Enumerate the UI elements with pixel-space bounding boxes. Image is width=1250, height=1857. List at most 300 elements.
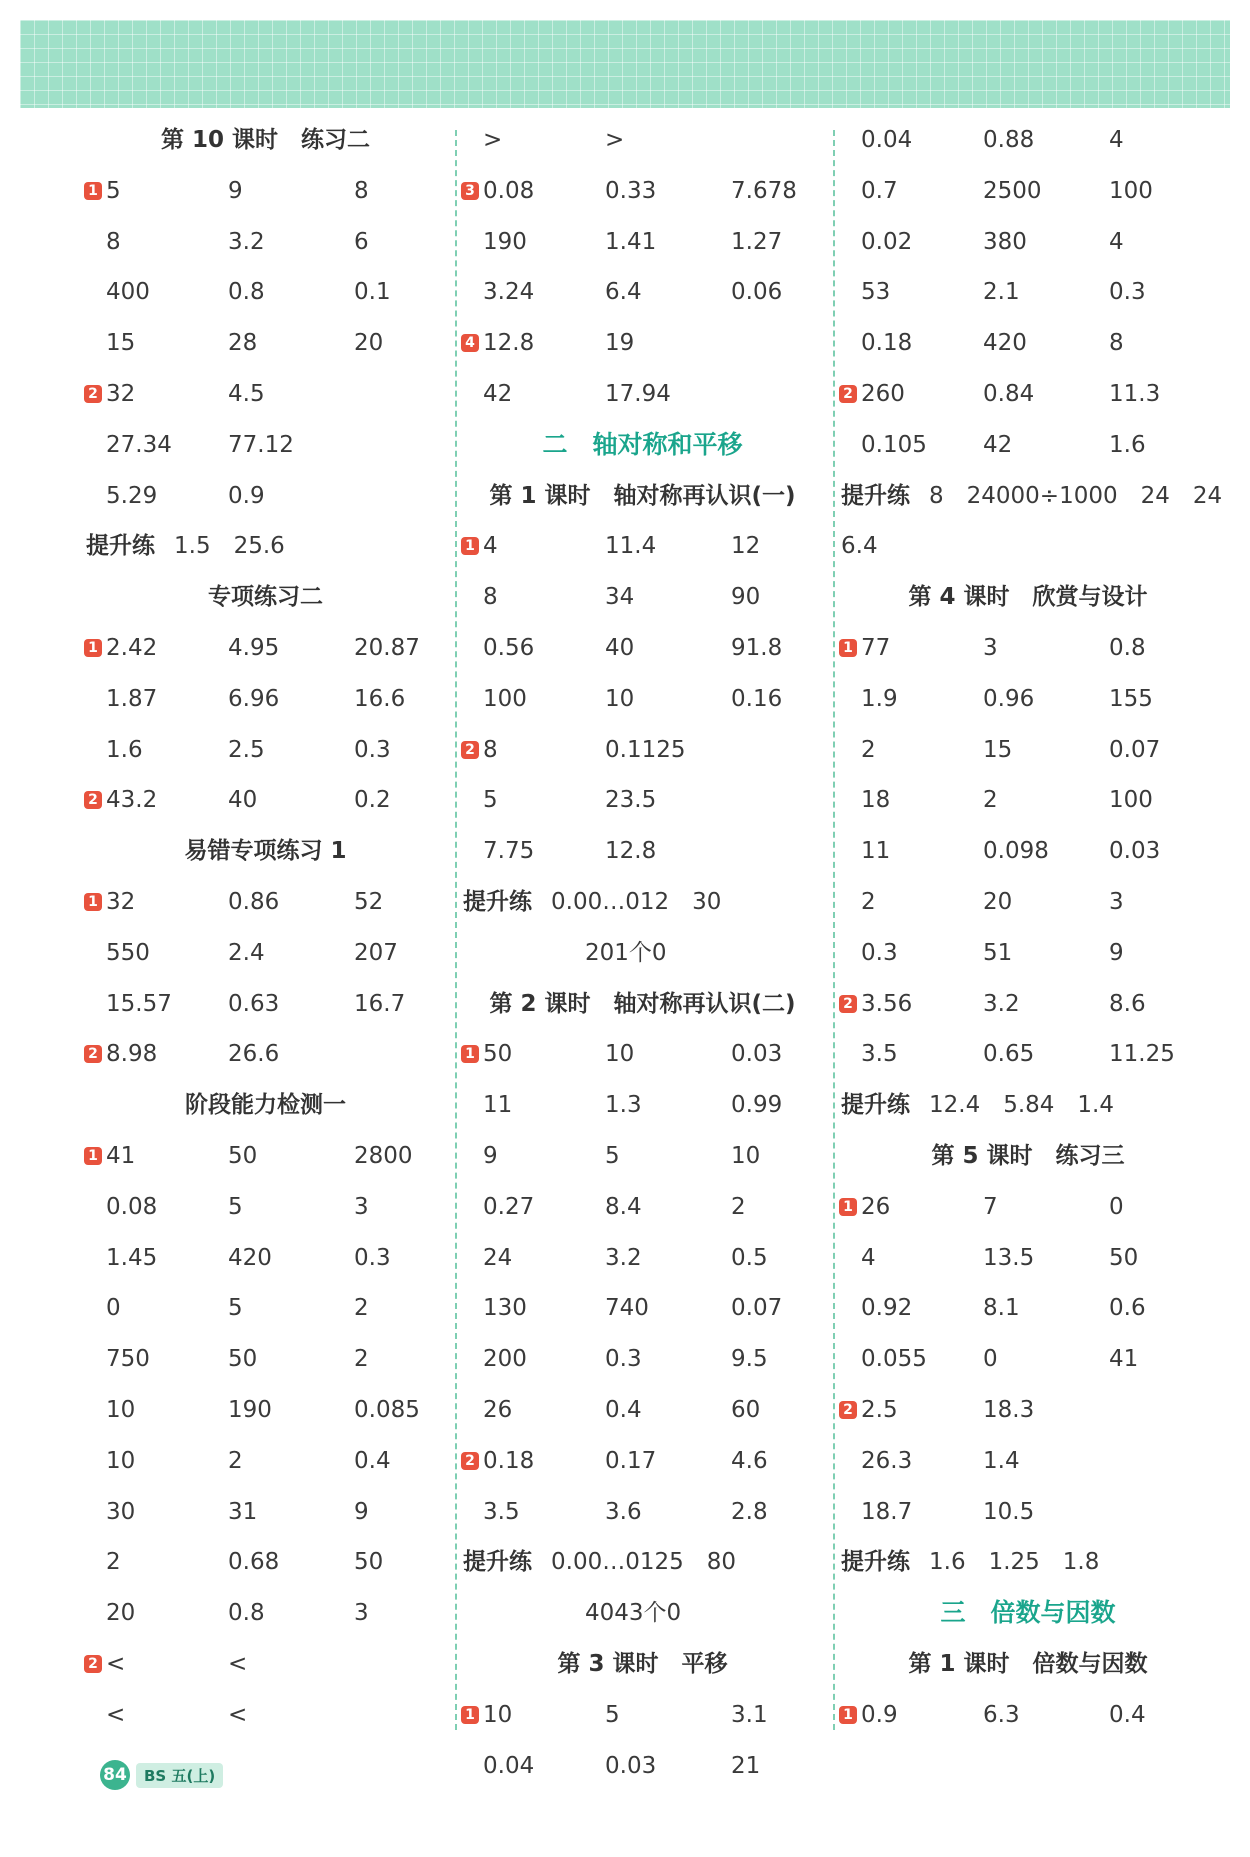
answer-value: 11.3 (1109, 380, 1161, 407)
answer-value: 1.87 (106, 685, 158, 712)
question-number-badge: 2 (84, 385, 102, 403)
question-number-badge: 2 (839, 385, 857, 403)
answer-column-2 (465, 115, 820, 1791)
answer-value: 23.5 (605, 787, 657, 814)
answer-value: 7 (983, 1193, 998, 1220)
answer-row (843, 420, 1213, 471)
question-number-badge: 1 (84, 1147, 102, 1165)
answer-value: 30 (106, 1498, 136, 1525)
lesson-title: 阶段能力检测一 (185, 1092, 346, 1119)
answer-value: 3.1 (731, 1701, 768, 1728)
answer-value: 2.5 (228, 736, 265, 763)
answer-value: 5 (228, 1295, 243, 1322)
answer-value: 100 (1109, 787, 1153, 814)
answer-value: 0.8 (228, 1600, 265, 1627)
answer-value: < (106, 1701, 126, 1728)
answer-row (88, 1588, 443, 1639)
answer-value: 8.6 (1109, 990, 1146, 1017)
answer-value: 40 (228, 787, 258, 814)
answer-value: 3.2 (228, 228, 265, 255)
answer-value: 10 (106, 1447, 136, 1474)
answer-row (88, 1283, 443, 1334)
answer-row (465, 1690, 820, 1741)
answer-value: 41 (106, 1142, 136, 1169)
answer-row (843, 217, 1213, 268)
question-number-badge: 2 (461, 741, 479, 759)
answer-row (843, 928, 1213, 979)
column-divider-1 (455, 130, 457, 1730)
answer-value: 3.5 (483, 1498, 520, 1525)
answer-value: 27.34 (106, 431, 172, 458)
answer-value: 3 (983, 634, 998, 661)
answer-row (843, 1334, 1213, 1385)
answer-value: 10 (106, 1396, 136, 1423)
lesson-title: 第 5 课时 练习三 (931, 1142, 1125, 1169)
tisheng-label: 提升练 (463, 888, 532, 915)
answer-row (88, 928, 443, 979)
answer-value: 2.5 (861, 1396, 898, 1423)
answer-row (465, 369, 820, 420)
continuation-row (843, 521, 1213, 572)
answer-value: 1.9 (861, 685, 898, 712)
answer-row (465, 267, 820, 318)
answer-value: 1.27 (731, 228, 783, 255)
lesson-title: 第 4 课时 欣赏与设计 (908, 584, 1148, 611)
answer-column-3 (841, 115, 1223, 1741)
tisheng-value: 1.5 25.6 (174, 533, 285, 560)
answer-value: 740 (605, 1295, 649, 1322)
answer-value: 2.42 (106, 634, 158, 661)
question-number-badge: 1 (84, 182, 102, 200)
answer-row (88, 725, 443, 776)
tisheng-label: 提升练 (463, 1549, 532, 1576)
question-number-badge: 2 (84, 791, 102, 809)
answer-value: 12.8 (605, 838, 657, 865)
answer-row (88, 1029, 443, 1080)
answer-row (88, 1487, 443, 1538)
tisheng-value: 1.6 1.25 1.8 (929, 1549, 1100, 1576)
answer-value: 0.9 (861, 1701, 898, 1728)
answer-value: 26.6 (228, 1041, 280, 1068)
question-number-badge: 1 (84, 893, 102, 911)
answer-value: 8 (1109, 330, 1124, 357)
answer-value: 2 (354, 1295, 369, 1322)
question-number-badge: 2 (839, 1401, 857, 1419)
answer-column-1 (88, 115, 443, 1741)
answer-value: 2 (354, 1346, 369, 1373)
answer-row (465, 1029, 820, 1080)
answer-value: 60 (731, 1396, 761, 1423)
section-title: 三 倍数与因数 (940, 1598, 1116, 1628)
answer-value: 400 (106, 279, 150, 306)
answer-value: 6.96 (228, 685, 280, 712)
answer-value: 5.29 (106, 482, 158, 509)
answer-value: 18 (861, 787, 891, 814)
answer-row (843, 674, 1213, 725)
answer-value: 4.95 (228, 634, 280, 661)
answer-value: 2500 (983, 177, 1042, 204)
answer-row (843, 775, 1213, 826)
answer-value: 0.085 (354, 1396, 420, 1423)
answer-value: 0.02 (861, 228, 913, 255)
answer-row (88, 775, 443, 826)
answer-row (88, 1182, 443, 1233)
answer-value: 7.75 (483, 838, 535, 865)
annotation-text: 201个0 (585, 939, 667, 966)
answer-value: 190 (228, 1396, 272, 1423)
answer-value: 0.56 (483, 634, 535, 661)
answer-value: 4 (1109, 228, 1124, 255)
answer-row (465, 1741, 820, 1792)
answer-value: 43.2 (106, 787, 158, 814)
answer-value: 41 (1109, 1346, 1139, 1373)
answer-value: 40 (605, 634, 635, 661)
answer-value: 32 (106, 888, 136, 915)
answer-row (465, 725, 820, 776)
question-number-badge: 2 (839, 995, 857, 1013)
answer-value: 0.6 (1109, 1295, 1146, 1322)
answer-value: 100 (483, 685, 527, 712)
answer-value: 0.07 (731, 1295, 783, 1322)
tisheng-label: 提升练 (841, 482, 910, 509)
answer-value: 2.1 (983, 279, 1020, 306)
answer-row (88, 1436, 443, 1487)
answer-value: 10.5 (983, 1498, 1035, 1525)
column-divider-2 (833, 130, 835, 1730)
answer-value: > (483, 127, 503, 153)
answer-value: 380 (983, 228, 1027, 255)
answer-value: 0 (1109, 1193, 1124, 1220)
answer-row (843, 1436, 1213, 1487)
answer-value: 3 (354, 1193, 369, 1220)
answer-value: 3.2 (605, 1244, 642, 1271)
answer-value: 1.3 (605, 1092, 642, 1119)
answer-value: 0.84 (983, 380, 1035, 407)
answer-value: 1.4 (983, 1447, 1020, 1474)
answer-value: 0.098 (983, 838, 1049, 865)
answer-row (465, 1436, 820, 1487)
answer-value: 11 (861, 838, 891, 865)
answer-value: 2 (983, 787, 998, 814)
answer-value: 0.105 (861, 431, 927, 458)
answer-row (88, 1334, 443, 1385)
tisheng-label: 提升练 (841, 1549, 910, 1576)
answer-value: 550 (106, 939, 150, 966)
answer-row (843, 979, 1213, 1030)
answer-value: 190 (483, 228, 527, 255)
answer-value: 420 (228, 1244, 272, 1271)
answer-value: 0.03 (605, 1752, 657, 1779)
answer-value: 50 (228, 1346, 258, 1373)
answer-value: 1.45 (106, 1244, 158, 1271)
answer-row (465, 1283, 820, 1334)
answer-value: 18.7 (861, 1498, 913, 1525)
answer-row (88, 318, 443, 369)
answer-row (465, 775, 820, 826)
question-number-badge: 3 (461, 182, 479, 200)
answer-value: 6.3 (983, 1701, 1020, 1728)
answer-row (465, 1131, 820, 1182)
answer-value: 5 (605, 1142, 620, 1169)
question-number-badge: 4 (461, 334, 479, 352)
answer-value: 12 (731, 533, 761, 560)
book-tag: BS 五(上) (136, 1763, 223, 1788)
answer-value: 8 (106, 228, 121, 255)
answer-row (843, 1283, 1213, 1334)
answer-value: 2 (731, 1193, 746, 1220)
answer-value: 20 (983, 888, 1013, 915)
answer-value: 18.3 (983, 1396, 1035, 1423)
tisheng-label: 提升练 (841, 1092, 910, 1119)
question-number-badge: 1 (84, 639, 102, 657)
answer-value: 7.678 (731, 177, 797, 204)
question-number-badge: 2 (84, 1655, 102, 1673)
question-number-badge: 2 (461, 1452, 479, 1470)
answer-value: 5 (228, 1193, 243, 1220)
answer-row (88, 877, 443, 928)
answer-value: 0.3 (861, 939, 898, 966)
answer-row (465, 521, 820, 572)
page-number: 84 (100, 1760, 130, 1790)
answer-value: 0.1125 (605, 736, 686, 763)
answer-row (843, 318, 1213, 369)
question-number-badge: 1 (461, 1706, 479, 1724)
answer-value: 4.5 (228, 380, 265, 407)
answer-row (843, 1487, 1213, 1538)
answer-row (843, 115, 1213, 166)
answer-value: 0.8 (1109, 634, 1146, 661)
answer-value: 5 (605, 1701, 620, 1728)
answer-row (88, 1537, 443, 1588)
answer-value: 0.96 (983, 685, 1035, 712)
header-grid-band (20, 20, 1230, 108)
answer-value: 91.8 (731, 634, 783, 661)
answer-value: 0.33 (605, 177, 657, 204)
answer-row (465, 572, 820, 623)
answer-value: 4 (1109, 127, 1124, 153)
answer-row (465, 115, 820, 166)
answer-row (843, 1690, 1213, 1741)
answer-row (88, 166, 443, 217)
answer-value: 9 (354, 1498, 369, 1525)
answer-value: 15.57 (106, 990, 172, 1017)
question-number-badge: 2 (84, 1045, 102, 1063)
answer-row (465, 318, 820, 369)
answer-value: 8.1 (983, 1295, 1020, 1322)
answer-row (88, 369, 443, 420)
answer-value: 200 (483, 1346, 527, 1373)
lesson-title: 第 1 课时 倍数与因数 (908, 1650, 1148, 1677)
answer-value: 0.07 (1109, 736, 1161, 763)
answer-row (465, 1233, 820, 1284)
lesson-title: 第 2 课时 轴对称再认识(二) (489, 990, 796, 1017)
annotation-row (465, 928, 820, 979)
tisheng-value: 0.00…012 30 (551, 888, 722, 915)
answer-value: 0.99 (731, 1092, 783, 1119)
answer-value: 0.88 (983, 127, 1035, 153)
answer-row (88, 623, 443, 674)
question-number-badge: 1 (839, 639, 857, 657)
answer-value: 0.17 (605, 1447, 657, 1474)
answer-value: 0.04 (483, 1752, 535, 1779)
lesson-title: 第 1 课时 轴对称再认识(一) (489, 482, 796, 509)
answer-value: 0.16 (731, 685, 783, 712)
answer-row (88, 674, 443, 725)
tisheng-value: 0.00…0125 80 (551, 1549, 737, 1576)
answer-row (465, 1080, 820, 1131)
answer-value: 0.9 (228, 482, 265, 509)
answer-value: 2 (228, 1447, 243, 1474)
question-number-badge: 1 (839, 1706, 857, 1724)
answer-value: 28 (228, 330, 258, 357)
answer-row (465, 1385, 820, 1436)
answer-value: 8.98 (106, 1041, 158, 1068)
answer-row (88, 420, 443, 471)
answer-row (843, 877, 1213, 928)
answer-value: 5 (106, 177, 121, 204)
lesson-title: 专项练习二 (208, 584, 323, 611)
answer-row (465, 166, 820, 217)
answer-value: 8 (354, 177, 369, 204)
answer-value: 0.08 (483, 177, 535, 204)
continuation-text: 6.4 (841, 533, 878, 560)
answer-row (465, 826, 820, 877)
answer-value: 0.4 (1109, 1701, 1146, 1728)
answer-value: 9 (1109, 939, 1124, 966)
answer-value: 0.65 (983, 1041, 1035, 1068)
answer-value: 0.63 (228, 990, 280, 1017)
tisheng-row (465, 877, 820, 928)
answer-value: > (605, 127, 625, 153)
answer-value: 0.4 (605, 1396, 642, 1423)
answer-value: 42 (983, 431, 1013, 458)
answer-value: 4.6 (731, 1447, 768, 1474)
answer-value: 16.7 (354, 990, 406, 1017)
answer-value: 2 (106, 1549, 121, 1576)
lesson-title: 第 10 课时 练习二 (160, 127, 371, 153)
answer-value: 6 (354, 228, 369, 255)
answer-row (843, 1182, 1213, 1233)
answer-value: 4 (483, 533, 498, 560)
tisheng-row (465, 1537, 820, 1588)
answer-row (88, 471, 443, 522)
answer-value: 100 (1109, 177, 1153, 204)
answer-value: 10 (605, 685, 635, 712)
answer-value: 0.68 (228, 1549, 280, 1576)
answer-value: 0.3 (354, 736, 391, 763)
answer-row (843, 166, 1213, 217)
answer-value: 12.8 (483, 330, 535, 357)
answer-value: 50 (354, 1549, 384, 1576)
lesson-title: 第 3 课时 平移 (557, 1650, 728, 1677)
answer-value: 15 (106, 330, 136, 357)
tisheng-value: 12.4 5.84 1.4 (929, 1092, 1114, 1119)
answer-row (843, 1385, 1213, 1436)
answer-value: 15 (983, 736, 1013, 763)
answer-value: 90 (731, 584, 761, 611)
answer-value: 2.8 (731, 1498, 768, 1525)
answer-row (465, 217, 820, 268)
answer-value: 260 (861, 380, 905, 407)
answer-value: 53 (861, 279, 891, 306)
answer-value: 0.3 (605, 1346, 642, 1373)
answer-value: 34 (605, 584, 635, 611)
answer-value: 0.2 (354, 787, 391, 814)
answer-value: 2 (861, 888, 876, 915)
annotation-row (465, 1588, 820, 1639)
answer-value: 20 (106, 1600, 136, 1627)
answer-row (465, 1334, 820, 1385)
answer-value: 0.3 (354, 1244, 391, 1271)
answer-value: 0.3 (1109, 279, 1146, 306)
answer-value: 1.6 (1109, 431, 1146, 458)
answer-value: 3.2 (983, 990, 1020, 1017)
answer-row (88, 1131, 443, 1182)
answer-value: 6.4 (605, 279, 642, 306)
answer-row (88, 217, 443, 268)
answer-value: 13.5 (983, 1244, 1035, 1271)
answer-row (88, 1639, 443, 1690)
answer-value: 10 (483, 1701, 513, 1728)
answer-row (843, 1233, 1213, 1284)
answer-value: 3 (354, 1600, 369, 1627)
answer-value: 0.5 (731, 1244, 768, 1271)
answer-value: 0.1 (354, 279, 391, 306)
answer-value: 50 (1109, 1244, 1139, 1271)
answer-value: 50 (483, 1041, 513, 1068)
answer-value: 3 (1109, 888, 1124, 915)
answer-value: 50 (228, 1142, 258, 1169)
answer-value: 3.5 (861, 1041, 898, 1068)
answer-row (88, 267, 443, 318)
answer-value: 21 (731, 1752, 761, 1779)
answer-row (843, 623, 1213, 674)
answer-value: 1.41 (605, 228, 657, 255)
answer-value: 0.7 (861, 177, 898, 204)
page-footer (100, 1760, 223, 1790)
answer-value: 10 (731, 1142, 761, 1169)
question-number-badge: 1 (461, 537, 479, 555)
answer-value: 26 (861, 1193, 891, 1220)
answer-value: 17.94 (605, 380, 671, 407)
answer-value: 0 (983, 1346, 998, 1373)
answer-row (843, 1029, 1213, 1080)
answer-value: 0.03 (731, 1041, 783, 1068)
answer-value: 0.27 (483, 1193, 535, 1220)
answer-value: 0.18 (483, 1447, 535, 1474)
answer-value: 0.8 (228, 279, 265, 306)
answer-value: 750 (106, 1346, 150, 1373)
answer-value: 0.92 (861, 1295, 913, 1322)
answer-row (88, 1385, 443, 1436)
answer-value: 207 (354, 939, 398, 966)
answer-row (843, 267, 1213, 318)
answer-value: 9 (228, 177, 243, 204)
answer-value: 0.06 (731, 279, 783, 306)
section-title: 二 轴对称和平移 (542, 429, 743, 459)
tisheng-row (88, 521, 443, 572)
answer-value: 0.04 (861, 127, 913, 153)
answer-value: 155 (1109, 685, 1153, 712)
answer-value: 16.6 (354, 685, 406, 712)
answer-row (88, 1233, 443, 1284)
answer-value: 20.87 (354, 634, 420, 661)
answer-value: 52 (354, 888, 384, 915)
tisheng-row (843, 1080, 1213, 1131)
answer-value: 420 (983, 330, 1027, 357)
answer-row (843, 725, 1213, 776)
answer-value: 3.56 (861, 990, 913, 1017)
